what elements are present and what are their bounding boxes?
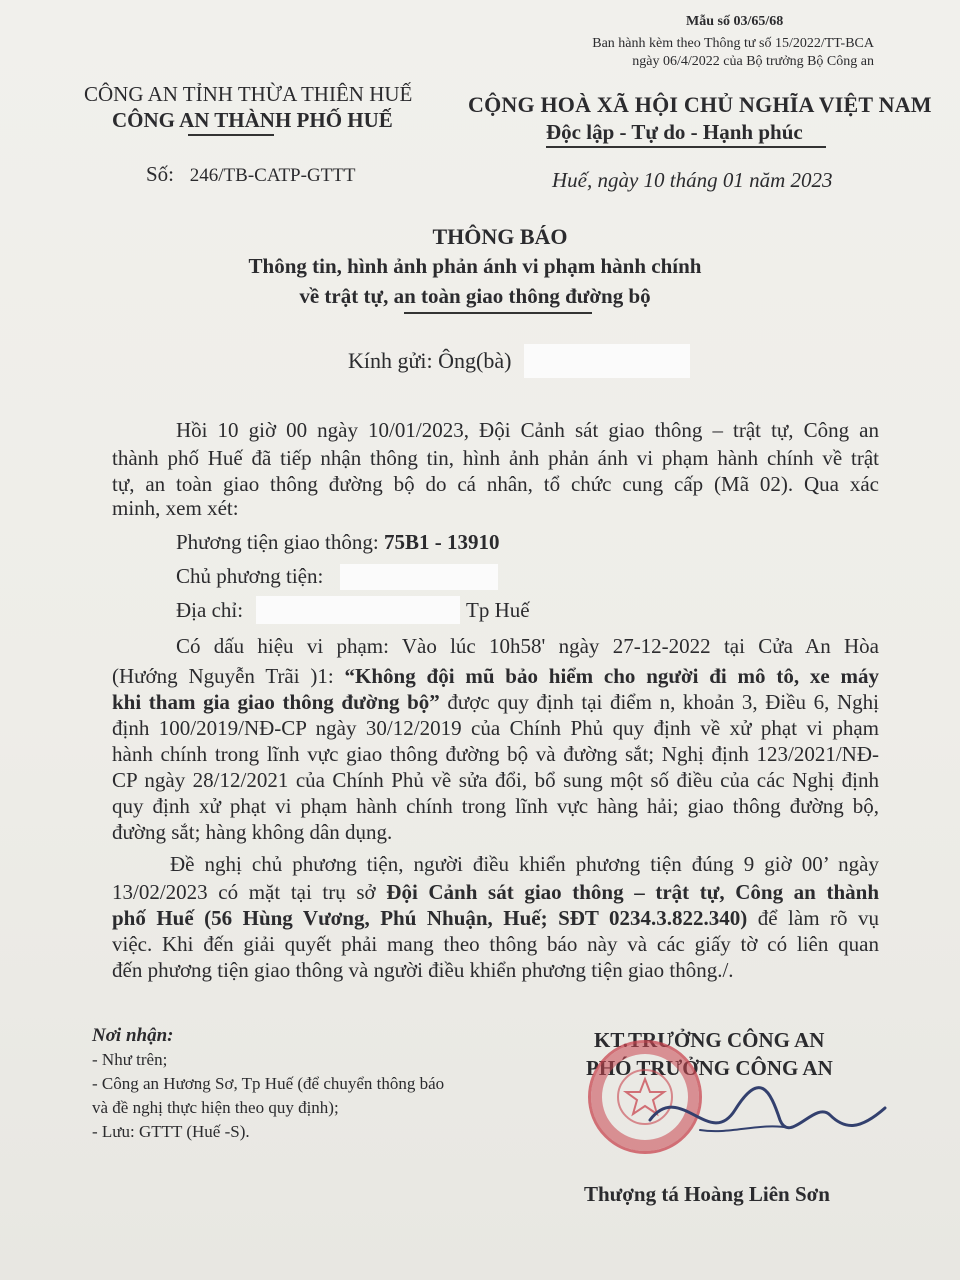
form-issued-line-1: Ban hành kèm theo Thông tư số 15/2022/TT-BCA bbox=[592, 36, 874, 51]
request-line-2 bbox=[112, 880, 879, 905]
vehicle-row bbox=[176, 530, 499, 555]
violation-line-2 bbox=[112, 664, 879, 689]
form-issued-line-2: ngày 06/4/2022 của Bộ trưởng Bộ Công an bbox=[632, 54, 874, 69]
greeting: Kính gửi: Ông(bà) bbox=[348, 348, 512, 373]
violation-line-7: quy định xử phạt vi phạm hành chính trong lĩnh vực hàng hải; giao thông đường bộ, bbox=[112, 794, 879, 818]
violation-line-3 bbox=[112, 690, 879, 715]
document-subtitle-line-2: về trật tự, an toàn giao thông đường bộ bbox=[299, 284, 651, 308]
para1-line-1: Hồi 10 giờ 00 ngày 10/01/2023, Đội Cảnh sát giao thông – trật tự, Công an bbox=[176, 418, 879, 442]
recipient-item: - Như trên; bbox=[92, 1050, 168, 1069]
document-type: THÔNG BÁO bbox=[432, 224, 568, 249]
request-office-part-2: phố Huế (56 Hùng Vương, Phú Nhuận, Huế; SĐT 0234.3.822.340) bbox=[112, 906, 748, 930]
violation-line-1: Có dấu hiệu vi phạm: Vào lúc 10h58' ngày 27-12-2022 tại Cửa An Hòa bbox=[176, 634, 879, 658]
motto-underline bbox=[546, 146, 826, 148]
form-code: Mẫu số 03/65/68 bbox=[686, 14, 784, 29]
address-tail: Tp Huế bbox=[466, 598, 530, 622]
document-number-value: 246/TB-CATP-GTTT bbox=[189, 165, 356, 186]
redacted-address bbox=[256, 596, 460, 624]
national-title: CỘNG HOÀ XÃ HỘI CHỦ NGHĨA VIỆT NAM bbox=[468, 92, 932, 117]
national-motto: Độc lập - Tự do - Hạnh phúc bbox=[546, 120, 803, 144]
request-line-3 bbox=[112, 906, 879, 931]
issuer-underline bbox=[188, 134, 274, 136]
place-date: Huế, ngày 10 tháng 01 năm 2023 bbox=[552, 168, 833, 192]
request-date: 13/02/2023 có mặt tại trụ sở bbox=[112, 880, 376, 904]
document-number-label: Số: bbox=[146, 162, 175, 186]
signer-name: Thượng tá Hoàng Liên Sơn bbox=[584, 1182, 830, 1206]
recipients-title: Nơi nhận: bbox=[92, 1025, 174, 1046]
document-subtitle-line-1: Thông tin, hình ảnh phản ánh vi phạm hành chính bbox=[248, 254, 702, 278]
request-office-part-1: Đội Cảnh sát giao thông – trật tự, Công an thành bbox=[386, 880, 880, 904]
para1-line-2: thành phố Huế đã tiếp nhận thông tin, hình ảnh phản ánh vi phạm hành chính về trật bbox=[112, 446, 879, 470]
para1-line-3: tự, an toàn giao thông đường bộ do cá nhân, tổ chức cung cấp (Mã 02). Qua xác bbox=[112, 472, 879, 496]
violation-location: (Hướng Nguyễn Trãi )1: bbox=[112, 664, 334, 688]
recipient-item: và đề nghị thực hiện theo quy định); bbox=[92, 1098, 339, 1117]
violation-line-4: định 100/2019/NĐ-CP ngày 30/12/2019 của Chính Phủ quy định về xử phạt vi phạm bbox=[112, 716, 879, 740]
violation-line-8: đường sắt; hàng không dân dụng. bbox=[112, 820, 393, 844]
violation-offense-part-2: khi tham gia giao thông đường bộ” bbox=[112, 690, 440, 714]
handwritten-signature bbox=[640, 1060, 900, 1170]
request-line-1: Đề nghị chủ phương tiện, người điều khiển phương tiện đúng 9 giờ 00’ ngày bbox=[170, 852, 879, 876]
violation-line-6: CP ngày 28/12/2021 của Chính Phủ về sửa đổi, bổ sung một số điều của các Nghị định bbox=[112, 768, 879, 792]
redacted-recipient-name bbox=[524, 344, 690, 378]
para1-line-4: minh, xem xét: bbox=[112, 496, 239, 520]
request-purpose: để làm rõ vụ bbox=[757, 906, 879, 930]
request-line-5: đến phương tiện giao thông và người điều khiển phương tiện giao thông./. bbox=[112, 958, 734, 982]
violation-line-5: hành chính trong lĩnh vực giao thông đường bộ và đường sắt; Nghị định 123/2021/NĐ- bbox=[112, 742, 879, 766]
issuer-parent-org: CÔNG AN TỈNH THỪA THIÊN HUẾ bbox=[84, 82, 413, 106]
vehicle-plate: 75B1 - 13910 bbox=[383, 530, 500, 554]
violation-offense-part-1: “Không đội mũ bảo hiểm cho người đi mô tô, xe máy bbox=[344, 664, 880, 688]
issuer-org: CÔNG AN THÀNH PHỐ HUẾ bbox=[112, 108, 393, 132]
recipient-item: - Công an Hương Sơ, Tp Huế (để chuyển thông báo bbox=[92, 1074, 445, 1093]
request-line-4: việc. Khi đến giải quyết phải mang theo thông báo này và các giấy tờ có liên quan bbox=[112, 932, 879, 956]
owner-label: Chủ phương tiện: bbox=[176, 564, 324, 588]
redacted-owner bbox=[340, 564, 498, 590]
signature-title-2: PHÓ TRƯỞNG CÔNG AN bbox=[586, 1056, 833, 1080]
signature-title-1: KT.TRƯỞNG CÔNG AN bbox=[594, 1028, 825, 1052]
violation-legal-basis: được quy định tại điểm n, khoản 3, Điều 6, Nghị bbox=[447, 690, 879, 714]
document-number bbox=[146, 162, 355, 187]
vehicle-label: Phương tiện giao thông: bbox=[176, 530, 379, 554]
recipient-item: - Lưu: GTTT (Huế -S). bbox=[92, 1122, 250, 1141]
address-label: Địa chỉ: bbox=[176, 598, 244, 622]
subtitle-underline bbox=[404, 312, 592, 314]
